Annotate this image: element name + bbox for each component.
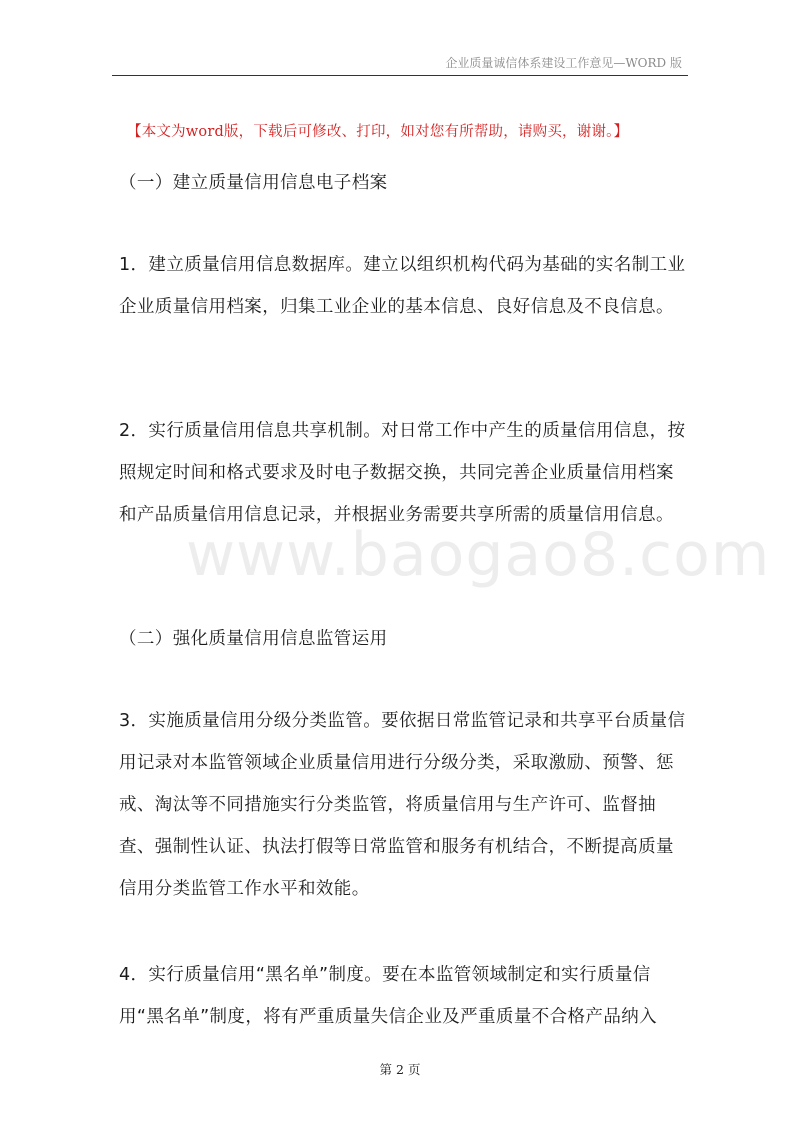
paragraph-2: 2．实行质量信用信息共享机制。对日常工作中产生的质量信用信息，按照规定时间和格式要求及时电子数据交换，共同完善企业质量信用档案和产品质量信用信息记录，并根据业务需要共享所需的质量信用信息。	[119, 421, 686, 525]
purchase-notice: 【本文为word版，下载后可修改、打印，如对您有所帮助，请购买，谢谢。】	[127, 124, 629, 140]
page-number: 第 2 页	[379, 1062, 421, 1077]
header-divider	[112, 75, 688, 76]
section-heading-2: （二）强化质量信用信息监管运用	[119, 629, 388, 649]
paragraph-1: 1．建立质量信用信息数据库。建立以组织机构代码为基础的实名制工业企业质量信用档案，归集工业企业的基本信息、良好信息及不良信息。	[119, 255, 686, 317]
watermark: www.baogao8.com	[186, 520, 771, 590]
paragraph-3: 3．实施质量信用分级分类监管。要依据日常监管记录和共享平台质量信用记录对本监管领域企业质量信用进行分级分类，采取激励、预警、惩戒、淘汰等不同措施实行分类监管，将质量信用与生产许可、监督抽查、强制性认证、执法打假等日常监管和服务有机结合，不断提高质量信用分类监管工作水平和效能。	[119, 711, 686, 899]
paragraph-4: 4．实行质量信用“黑名单”制度。要在本监管领域制定和实行质量信用“黑名单”制度，将有严重质量失信企业及严重质量不合格产品纳入	[119, 965, 658, 1027]
section-heading-1: （一）建立质量信用信息电子档案	[119, 173, 388, 193]
header-title: 企业质量诚信体系建设工作意见—WORD 版	[445, 56, 682, 70]
